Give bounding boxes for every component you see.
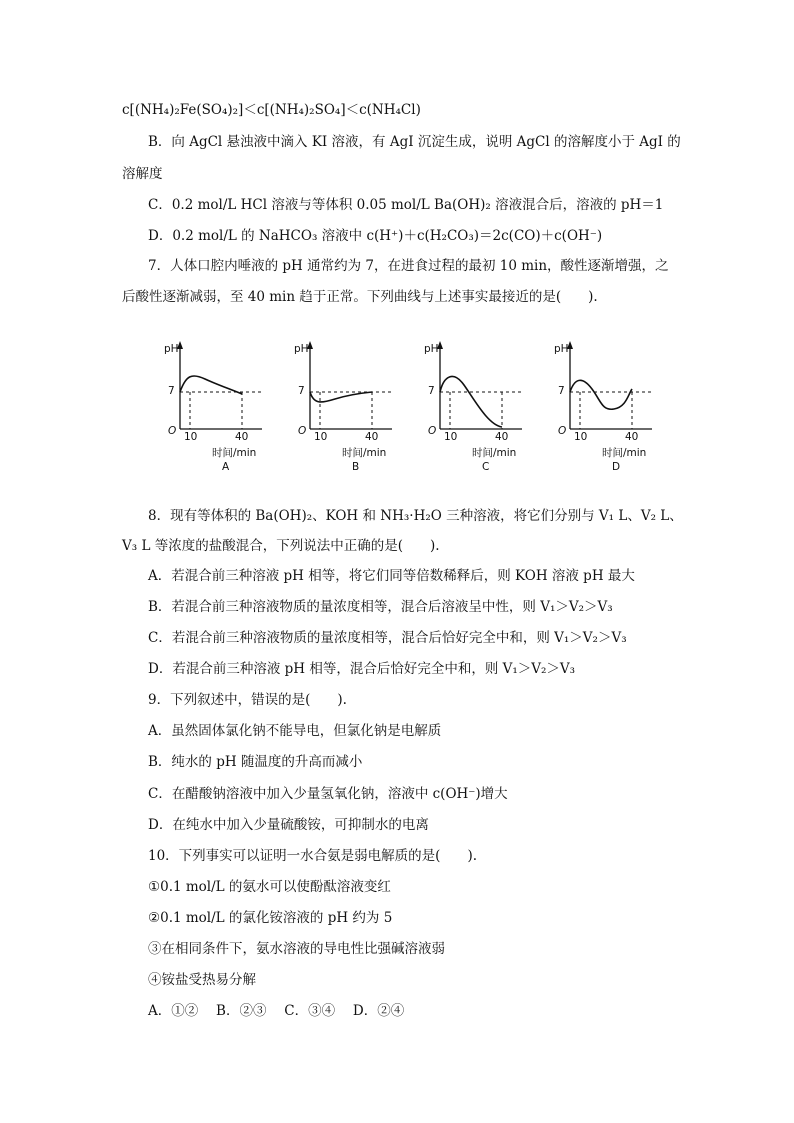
question-8-stem: V₃ L 等浓度的盐酸混合，下列说法中正确的是( ). [122,538,440,554]
ph-graphs [150,337,660,477]
option-line: A．虽然固体氯化钠不能导电，但氯化钠是电解质 [148,723,442,739]
origin-label: O [168,425,177,437]
question-7-stem: 后酸性逐渐减弱，至 40 min 趋于正常。下列曲线与上述事实最接近的是( ). [122,289,598,305]
option-line: D．在纯水中加入少量硫酸铵，可抑制水的电离 [148,817,429,833]
ph-7-label: 7 [298,385,305,397]
option-line: A．若混合前三种溶液 pH 相等，将它们同等倍数稀释后，则 KOH 溶液 pH 最大 [148,568,635,584]
graph-a [150,337,270,477]
text-line: c[(NH₄)₂Fe(SO₄)₂]＜c[(NH₄)₂SO₄]＜c(NH₄Cl) [122,102,421,118]
statement-line: ④铵盐受热易分解 [148,972,256,988]
x-axis-label: 时间/min [602,447,647,459]
statement-line: ③在相同条件下，氨水溶液的导电性比强碱溶液弱 [148,941,445,957]
graph-c [410,337,530,477]
tick-40: 40 [625,431,639,443]
x-axis-label: 时间/min [472,447,517,459]
tick-40: 40 [495,431,509,443]
ph-7-label: 7 [168,385,175,397]
option-line: C．在醋酸钠溶液中加入少量氢氧化钠，溶液中 c(OH⁻)增大 [148,786,508,802]
text-line: B．向 AgCl 悬浊液中滴入 KI 溶液，有 AgI 沉淀生成，说明 AgCl 的溶解度小于 AgI 的 [148,134,681,150]
ph-7-label: 7 [558,385,565,397]
y-axis-label: pH [294,343,309,355]
text-line: 溶解度 [122,166,163,182]
origin-label: O [428,425,437,437]
tick-10: 10 [184,431,198,443]
graph-d [540,337,660,477]
tick-10: 10 [314,431,328,443]
y-axis-label: pH [554,343,569,355]
question-7-stem: 7．人体口腔内唾液的 pH 通常约为 7，在进食过程的最初 10 min，酸性逐渐增强，之 [148,258,669,274]
tick-10: 10 [444,431,458,443]
answer-options: A．①② B．②③ C．③④ D．②④ [148,1003,405,1019]
origin-label: O [558,425,567,437]
question-10-stem: 10．下列事实可以证明一水合氨是弱电解质的是( ). [148,848,478,864]
x-axis-label: 时间/min [342,447,387,459]
statement-line: ①0.1 mol/L 的氨水可以使酚酞溶液变红 [148,879,391,895]
option-line: B．纯水的 pH 随温度的升高而减小 [148,754,363,770]
question-9-stem: 9．下列叙述中，错误的是( ). [148,692,347,708]
graph-b [280,337,400,477]
text-line: D．0.2 mol/L 的 NaHCO₃ 溶液中 c(H⁺)＋c(H₂CO₃)＝2c(CO)＋c(OH⁻) [148,228,603,244]
graph-letter: A [222,461,230,473]
graph-letter: D [612,461,621,473]
tick-40: 40 [235,431,249,443]
tick-40: 40 [365,431,379,443]
question-8-stem: 8．现有等体积的 Ba(OH)₂、KOH 和 NH₃·H₂O 三种溶液，将它们分别与 V₁ L、V₂ L、 [148,508,683,524]
ph-7-label: 7 [428,385,435,397]
text-line: C．0.2 mol/L HCl 溶液与等体积 0.05 mol/L Ba(OH)₂ 溶液混合后，溶液的 pH＝1 [148,197,664,213]
graph-letter: C [482,461,490,473]
y-axis-label: pH [424,343,439,355]
graph-letter: B [352,461,360,473]
option-line: B．若混合前三种溶液物质的量浓度相等，混合后溶液呈中性，则 V₁＞V₂＞V₃ [148,599,613,615]
x-axis-label: 时间/min [212,447,257,459]
statement-line: ②0.1 mol/L 的氯化铵溶液的 pH 约为 5 [148,910,393,926]
option-line: C．若混合前三种溶液物质的量浓度相等，混合后恰好完全中和，则 V₁＞V₂＞V₃ [148,630,627,646]
y-axis-label: pH [164,343,179,355]
tick-10: 10 [574,431,588,443]
origin-label: O [298,425,307,437]
option-line: D．若混合前三种溶液 pH 相等，混合后恰好完全中和，则 V₁＞V₂＞V₃ [148,661,576,677]
